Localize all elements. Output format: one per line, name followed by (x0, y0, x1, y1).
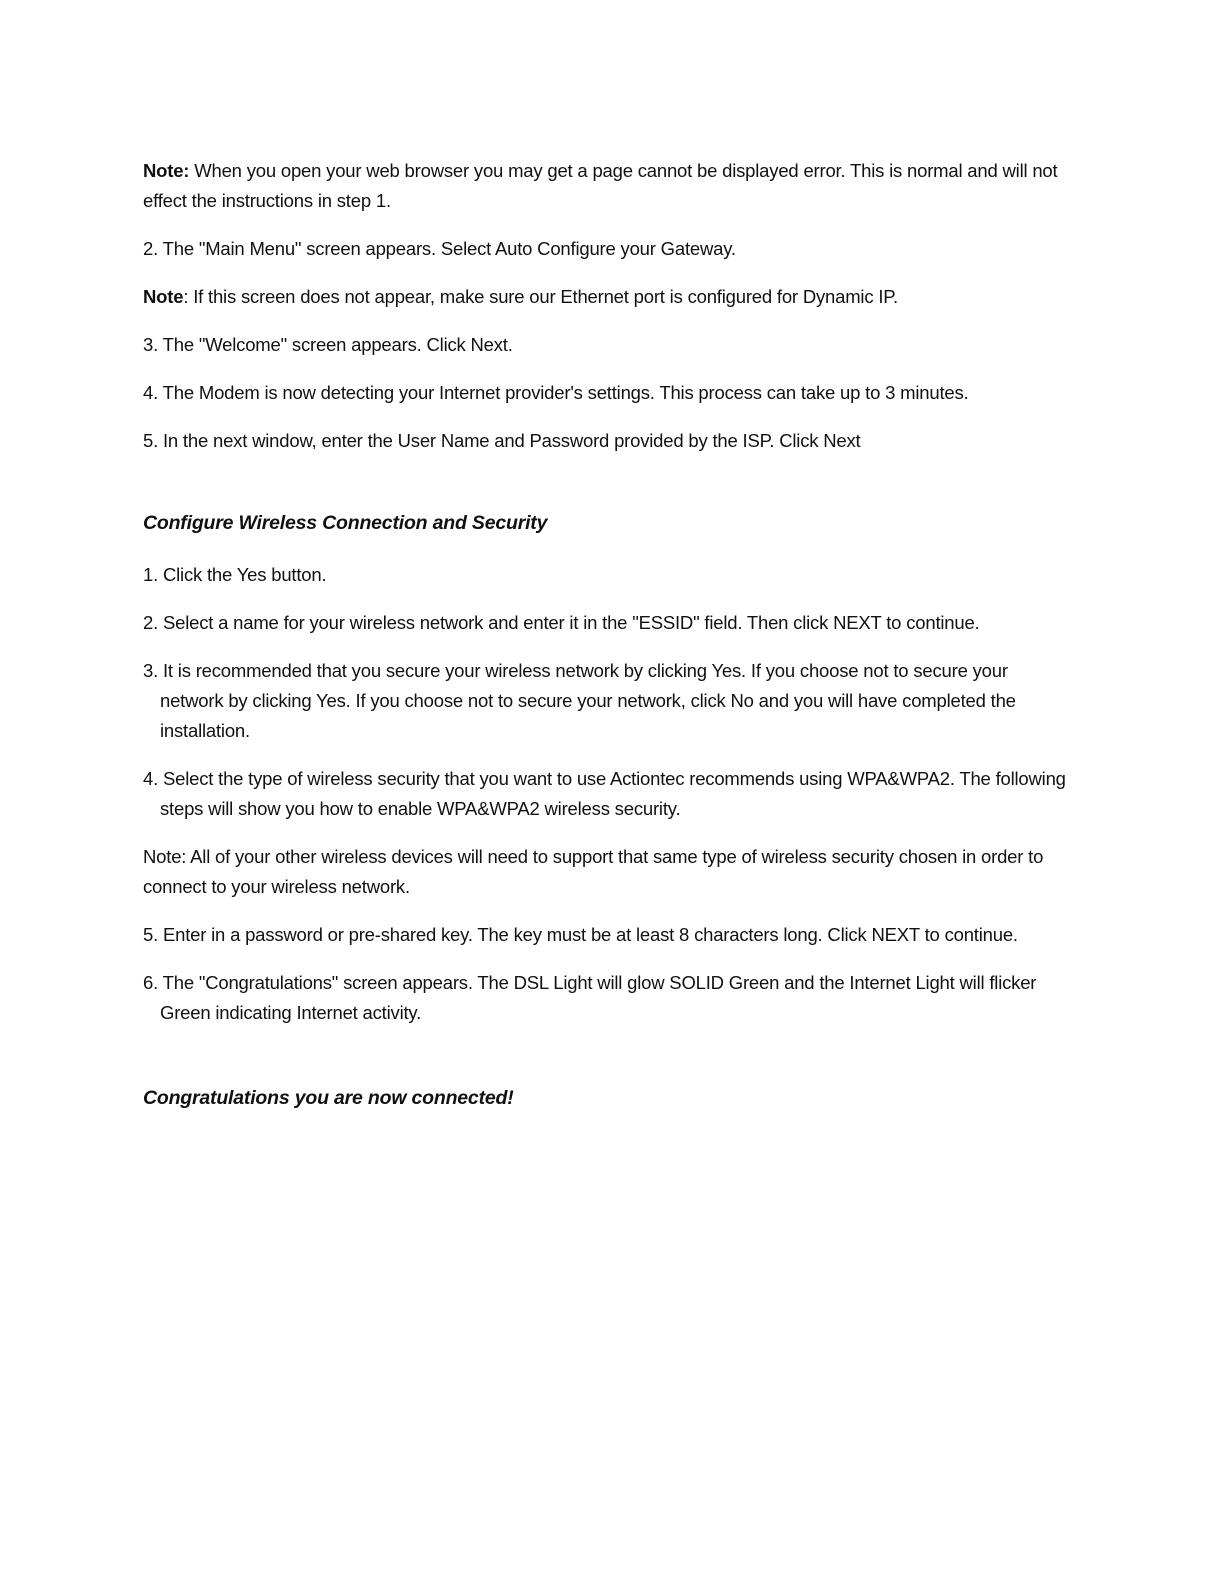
step-credentials: 5. In the next window, enter the User Name and Password provided by the ISP. Click Next (143, 430, 861, 451)
step-main-menu: 2. The "Main Menu" screen appears. Select Auto Configure your Gateway. (143, 238, 736, 259)
note-text: : All of your other wireless devices will need to support that same type of wireless security chosen in order to connect to your wireless network. (143, 846, 1044, 897)
wireless-step-essid: 2. Select a name for your wireless network and enter it in the "ESSID" field. Then click NEXT to continue. (143, 612, 980, 633)
note-label: Note (143, 286, 184, 307)
note-text: : If this screen does not appear, make sure our Ethernet port is configured for Dynamic IP. (183, 286, 898, 307)
note-text: When you open your web browser you may get a page cannot be displayed error. This is normal and will not effect the instructions in step 1. (143, 160, 1058, 211)
note-browser-error (143, 156, 1073, 216)
wireless-step-congratulations: 6. The "Congratulations" screen appears. The DSL Light will glow SOLID Green and the Internet Light will flicker Green indicating Internet activity. (143, 972, 1037, 1023)
wireless-step-yes: 1. Click the Yes button. (143, 564, 327, 585)
section-heading-wireless: Configure Wireless Connection and Security (143, 512, 548, 534)
closing-heading: Congratulations you are now connected! (143, 1087, 514, 1109)
note-label: Note (143, 846, 182, 867)
step-welcome: 3. The "Welcome" screen appears. Click Next. (143, 334, 513, 355)
note-wireless-devices (143, 842, 1073, 902)
wireless-step-password: 5. Enter in a password or pre-shared key. The key must be at least 8 characters long. Click NEXT to continue. (143, 924, 1018, 945)
wireless-step-secure: 3. It is recommended that you secure your wireless network by clicking Yes. If you choose not to secure your network by clicking Yes. If you choose not to secure your network, click No and you will have completed the installation. (143, 660, 1016, 741)
wireless-step-security-type: 4. Select the type of wireless security that you want to use Actiontec recommends using WPA&WPA2. The following steps will show you how to enable WPA&WPA2 wireless security. (143, 768, 1066, 819)
note-dynamic-ip (143, 282, 1073, 312)
note-label: Note: (143, 160, 190, 181)
step-detecting: 4. The Modem is now detecting your Internet provider's settings. This process can take up to 3 minutes. (143, 382, 969, 403)
document-body (143, 156, 1073, 1135)
